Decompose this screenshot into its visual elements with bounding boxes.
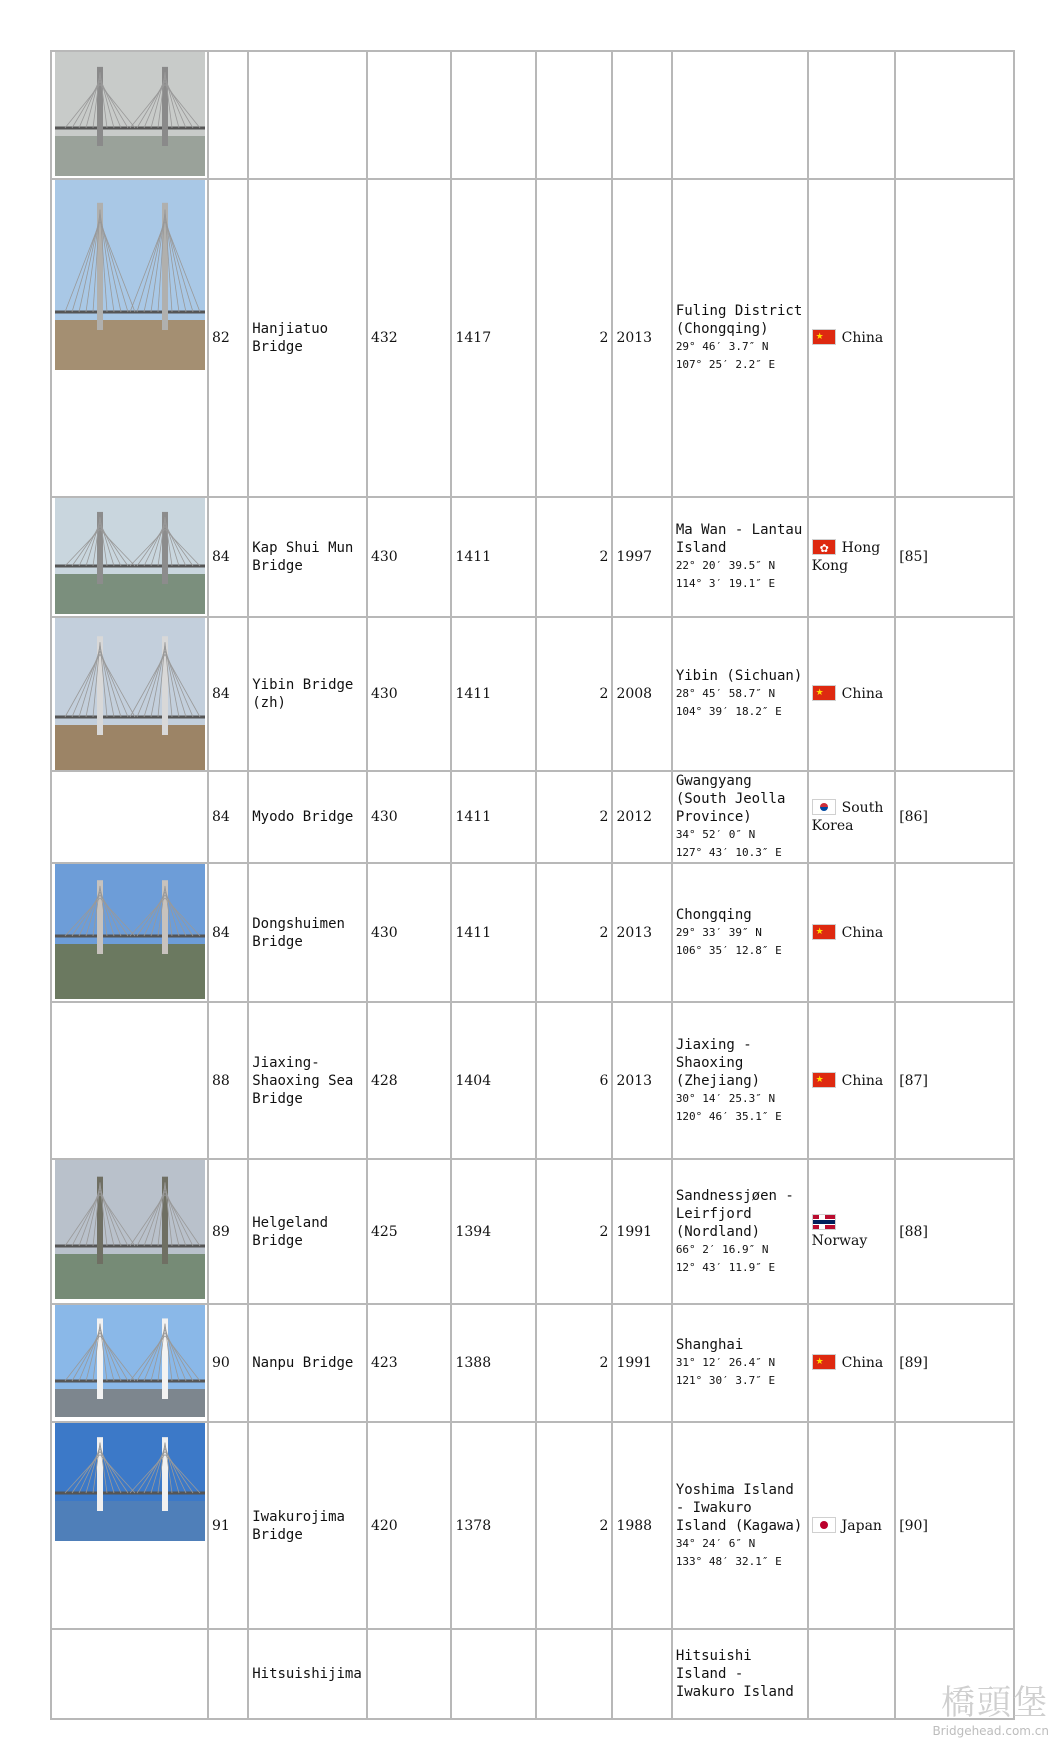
year-cell: [612, 1629, 671, 1719]
bridge-name-cell: Iwakurojima Bridge: [248, 1422, 367, 1629]
location-text: Fuling District (Chongqing): [675, 303, 803, 337]
rank-cell: 88: [208, 1002, 248, 1159]
watermark-chinese: 橋頭堡: [941, 1683, 1049, 1723]
span-feet-cell: 1411: [451, 863, 536, 1002]
span-feet-cell: 1411: [451, 771, 536, 863]
bridge-name-cell: Jiaxing-Shaoxing Sea Bridge: [248, 1002, 367, 1159]
bridge-photo: [55, 180, 205, 370]
rank-cell: [208, 51, 248, 179]
year-cell: [612, 51, 671, 179]
bridge-photo: [55, 1423, 205, 1541]
location-cell: [672, 1629, 808, 1719]
coordinate-text: 107° 25′ 2.2″ E: [675, 358, 776, 371]
year-cell: 2008: [612, 617, 671, 771]
bridge-photo-cell: [51, 1159, 208, 1304]
towers-cell: 2: [536, 1422, 612, 1629]
country-cell: [808, 497, 896, 617]
country-name: Japan: [841, 1517, 882, 1534]
reference-cell: [895, 617, 1014, 771]
cn-flag-icon: [812, 1354, 836, 1370]
year-cell: 1988: [612, 1422, 671, 1629]
no-flag-icon: [812, 1214, 836, 1230]
country-cell: [808, 1304, 896, 1422]
bridge-photo-cell: [51, 497, 208, 617]
country-cell: [808, 863, 896, 1002]
span-meters-cell: 420: [367, 1422, 452, 1629]
hk-flag-icon: [812, 539, 836, 555]
location-cell: [672, 497, 808, 617]
reference-cell: [895, 863, 1014, 1002]
country-name: China: [841, 1072, 884, 1089]
location-text: Ma Wan - Lantau Island: [675, 522, 803, 556]
bridge-name-cell: Kap Shui Mun Bridge: [248, 497, 367, 617]
span-meters-cell: 432: [367, 179, 452, 497]
span-feet-cell: 1417: [451, 179, 536, 497]
coordinate-text: 12° 43′ 11.9″ E: [675, 1260, 776, 1274]
bridge-name-cell: Myodo Bridge: [248, 771, 367, 863]
country-cell: [808, 771, 896, 863]
span-feet-cell: 1404: [451, 1002, 536, 1159]
bridge-photo-cell: [51, 1002, 208, 1159]
year-cell: 2012: [612, 771, 671, 863]
location-text: Yoshima Island - Iwakuro Island (Kagawa): [675, 1481, 803, 1534]
table-row: [51, 771, 1014, 863]
bridge-photo: [55, 1305, 205, 1417]
coordinate-text: 114° 3′ 19.1″ E: [675, 577, 776, 590]
coordinate-text: 34° 24′ 6″ N: [675, 1536, 756, 1550]
cn-flag-icon: [812, 924, 836, 940]
location-text: Gwangyang (South Jeolla Province): [675, 773, 786, 825]
bridge-photo-cell: [51, 863, 208, 1002]
table-row: [51, 863, 1014, 1002]
rank-cell: 91: [208, 1422, 248, 1629]
country-cell: [808, 179, 896, 497]
span-feet-cell: 1411: [451, 497, 536, 617]
span-feet-cell: 1411: [451, 617, 536, 771]
towers-cell: 2: [536, 497, 612, 617]
country-name: China: [841, 924, 884, 941]
reference-cell: [85]: [895, 497, 1014, 617]
coordinate-text: 30° 14′ 25.3″ N: [675, 1091, 776, 1105]
span-feet-cell: 1378: [451, 1422, 536, 1629]
location-cell: [672, 1159, 808, 1304]
coordinate-text: 28° 45′ 58.7″ N: [675, 687, 776, 700]
reference-cell: [89]: [895, 1304, 1014, 1422]
year-cell: 1991: [612, 1159, 671, 1304]
table-row: [51, 617, 1014, 771]
location-cell: [672, 1304, 808, 1422]
bridge-photo-cell: [51, 1629, 208, 1719]
bridge-name-cell: [248, 51, 367, 179]
country-cell: [808, 1422, 896, 1629]
coordinate-text: 66° 2′ 16.9″ N: [675, 1242, 769, 1256]
reference-cell: [87]: [895, 1002, 1014, 1159]
bridge-photo-cell: [51, 51, 208, 179]
cn-flag-icon: [812, 685, 836, 701]
location-cell: [672, 771, 808, 863]
rank-cell: 90: [208, 1304, 248, 1422]
bridge-photo: [55, 1160, 205, 1299]
location-cell: [672, 1002, 808, 1159]
bridge-photo-cell: [51, 617, 208, 771]
coordinate-text: 22° 20′ 39.5″ N: [675, 559, 776, 572]
kr-flag-icon: [812, 799, 836, 815]
year-cell: 1997: [612, 497, 671, 617]
span-meters-cell: 430: [367, 771, 452, 863]
span-meters-cell: 423: [367, 1304, 452, 1422]
table-row: [51, 1629, 1014, 1719]
span-feet-cell: [451, 1629, 536, 1719]
location-cell: [672, 51, 808, 179]
cn-flag-icon: [812, 1072, 836, 1088]
span-meters-cell: 425: [367, 1159, 452, 1304]
span-meters-cell: 430: [367, 863, 452, 1002]
bridge-photo-cell: [51, 1304, 208, 1422]
location-text: Hitsuishi Island - Iwakuro Island: [675, 1648, 794, 1700]
bridge-photo-cell: [51, 1422, 208, 1629]
jp-flag-icon: [812, 1517, 836, 1533]
bridge-photo: [55, 498, 205, 614]
coordinate-text: 120° 46′ 35.1″ E: [675, 1109, 782, 1123]
table-row: [51, 1159, 1014, 1304]
coordinate-text: 29° 46′ 3.7″ N: [675, 340, 769, 353]
country-name: South Korea: [811, 800, 884, 834]
coordinate-text: 106° 35′ 12.8″ E: [675, 943, 782, 957]
country-cell: [808, 1002, 896, 1159]
bridge-photo: [55, 52, 205, 176]
rank-cell: 84: [208, 617, 248, 771]
span-feet-cell: 1388: [451, 1304, 536, 1422]
towers-cell: 2: [536, 1159, 612, 1304]
location-text: Yibin (Sichuan): [675, 668, 803, 684]
table-row: [51, 1304, 1014, 1422]
rank-cell: 89: [208, 1159, 248, 1304]
bridge-name-cell: Hanjiatuo Bridge: [248, 179, 367, 497]
towers-cell: 2: [536, 617, 612, 771]
towers-cell: [536, 1629, 612, 1719]
year-cell: 2013: [612, 863, 671, 1002]
coordinate-text: 133° 48′ 32.1″ E: [675, 1554, 782, 1568]
coordinate-text: 104° 39′ 18.2″ E: [675, 705, 782, 718]
coordinate-text: 31° 12′ 26.4″ N: [675, 1356, 776, 1369]
reference-cell: [88]: [895, 1159, 1014, 1304]
rank-cell: 82: [208, 179, 248, 497]
span-feet-cell: 1394: [451, 1159, 536, 1304]
rank-cell: 84: [208, 497, 248, 617]
span-meters-cell: 430: [367, 617, 452, 771]
country-name: Hong Kong: [811, 540, 881, 574]
coordinate-text: 34° 52′ 0″ N: [675, 828, 756, 841]
country-name: Norway: [811, 1232, 868, 1249]
table-row: [51, 497, 1014, 617]
bridge-table: [50, 50, 1015, 1720]
country-name: China: [841, 1355, 884, 1371]
span-meters-cell: [367, 1629, 452, 1719]
location-cell: [672, 1422, 808, 1629]
country-cell: [808, 1629, 896, 1719]
location-cell: [672, 179, 808, 497]
year-cell: 2013: [612, 1002, 671, 1159]
towers-cell: 6: [536, 1002, 612, 1159]
table-row: [51, 1422, 1014, 1629]
table-row: [51, 51, 1014, 179]
reference-cell: [90]: [895, 1422, 1014, 1629]
country-cell: [808, 51, 896, 179]
bridge-name-cell: Yibin Bridge (zh): [248, 617, 367, 771]
table-body: [51, 51, 1014, 1719]
reference-cell: [86]: [895, 771, 1014, 863]
bridge-name-cell: Dongshuimen Bridge: [248, 863, 367, 1002]
watermark-url: Bridgehead.com.cn: [932, 1724, 1049, 1738]
towers-cell: 2: [536, 1304, 612, 1422]
table-row: [51, 1002, 1014, 1159]
towers-cell: 2: [536, 863, 612, 1002]
country-name: China: [841, 686, 884, 702]
bridge-photo: [55, 864, 205, 999]
span-meters-cell: [367, 51, 452, 179]
reference-cell: [895, 179, 1014, 497]
coordinate-text: 29° 33′ 39″ N: [675, 925, 762, 939]
location-text: Shanghai: [675, 1337, 744, 1353]
location-text: Jiaxing - Shaoxing (Zhejiang): [675, 1036, 761, 1089]
bridge-name-cell: Hitsuishijima: [248, 1629, 367, 1719]
towers-cell: [536, 51, 612, 179]
location-text: Sandnessjøen - Leirfjord (Nordland): [675, 1187, 794, 1240]
rank-cell: 84: [208, 863, 248, 1002]
year-cell: 1991: [612, 1304, 671, 1422]
watermark: [932, 1675, 1049, 1738]
cn-flag-icon: [812, 329, 836, 345]
coordinate-text: 127° 43′ 10.3″ E: [675, 846, 782, 859]
span-feet-cell: [451, 51, 536, 179]
towers-cell: 2: [536, 179, 612, 497]
country-name: China: [841, 330, 884, 346]
location-cell: [672, 863, 808, 1002]
span-meters-cell: 428: [367, 1002, 452, 1159]
year-cell: 2013: [612, 179, 671, 497]
bridge-name-cell: Nanpu Bridge: [248, 1304, 367, 1422]
bridge-name-cell: Helgeland Bridge: [248, 1159, 367, 1304]
country-cell: [808, 1159, 896, 1304]
bridge-photo-cell: [51, 179, 208, 497]
reference-cell: [895, 51, 1014, 179]
rank-cell: 84: [208, 771, 248, 863]
towers-cell: 2: [536, 771, 612, 863]
coordinate-text: 121° 30′ 3.7″ E: [675, 1374, 776, 1387]
bridge-photo-cell: [51, 771, 208, 863]
rank-cell: [208, 1629, 248, 1719]
table-row: [51, 179, 1014, 497]
bridge-photo: [55, 618, 205, 770]
country-cell: [808, 617, 896, 771]
span-meters-cell: 430: [367, 497, 452, 617]
location-cell: [672, 617, 808, 771]
location-text: Chongqing: [675, 906, 752, 923]
